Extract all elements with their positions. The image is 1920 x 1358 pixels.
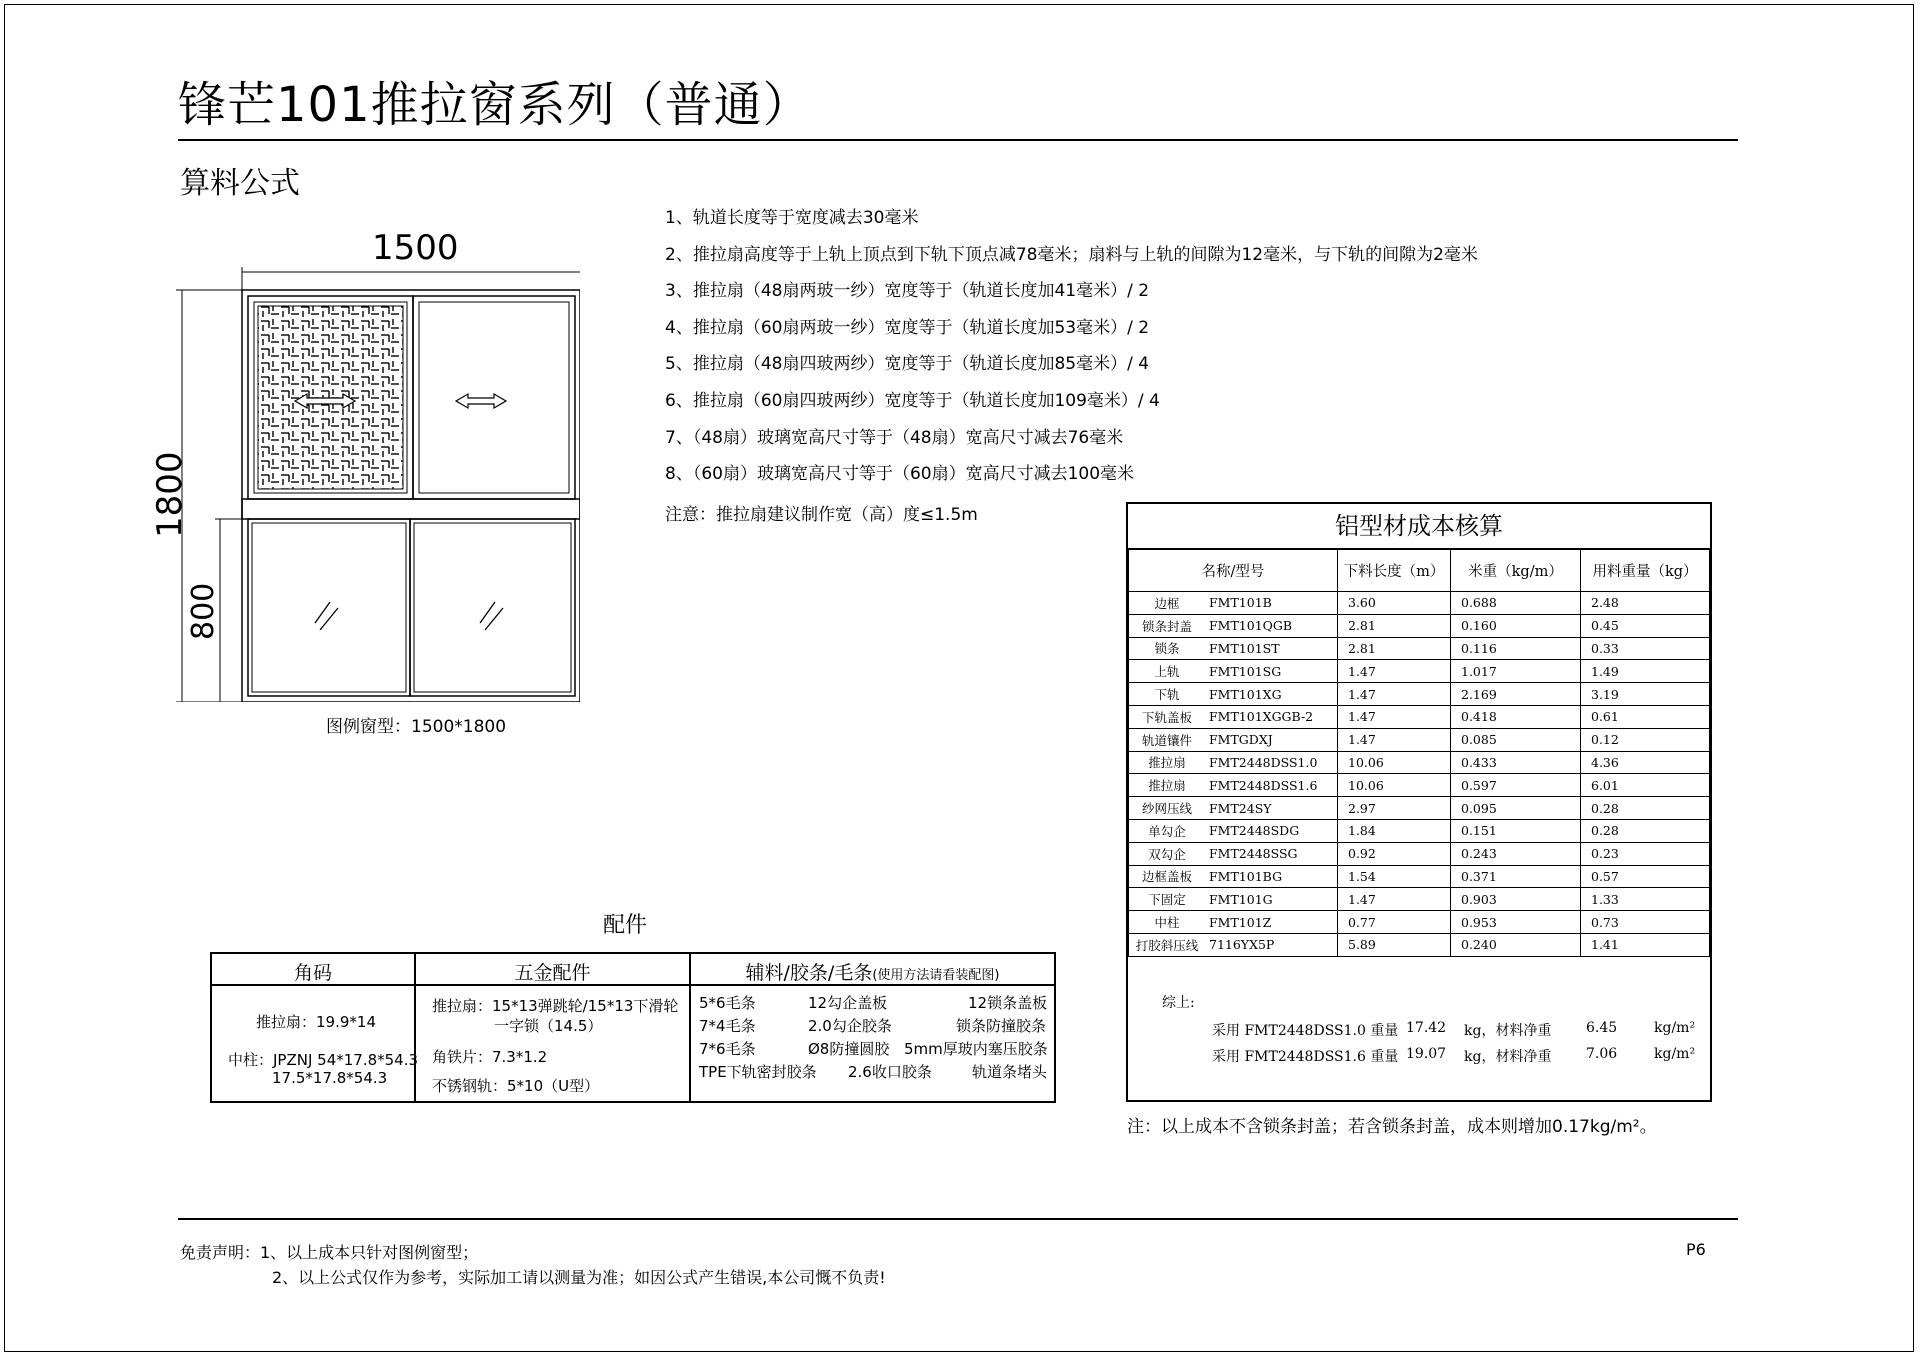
material-model: FMT101G	[1205, 888, 1338, 911]
disclaimer-line: 免责声明：1、以上成本只针对图例窗型；	[180, 1243, 479, 1262]
material-model: FMTGDXJ	[1205, 728, 1338, 751]
formula-item: 1、轨道长度等于宽度减去30毫米	[665, 208, 919, 228]
material-name: 锁条	[1129, 637, 1206, 660]
fixed-glass-inner	[252, 523, 406, 692]
cost-row	[1129, 705, 1710, 728]
material-weight: 0.57	[1581, 865, 1710, 888]
material-model: FMT101XG	[1205, 683, 1338, 706]
summary-unit: kg，材料净重	[1464, 1023, 1552, 1039]
aux-item: 5mm厚玻内塞压胶条	[904, 1040, 1048, 1058]
accessories-header-corner: 角码	[293, 962, 332, 984]
cost-row	[1129, 683, 1710, 706]
page-number: P6	[1686, 1240, 1706, 1259]
material-model: FMT101B	[1205, 592, 1338, 615]
material-model: FMT101Z	[1205, 911, 1338, 934]
aux-item: 轨道条堵头	[972, 1063, 1048, 1081]
cut-length: 10.06	[1338, 774, 1451, 797]
unit-weight: 0.116	[1451, 637, 1581, 660]
material-weight: 6.01	[1581, 774, 1710, 797]
unit-weight: 0.433	[1451, 751, 1581, 774]
unit-weight: 0.953	[1451, 911, 1581, 934]
page-title: 锋芒101推拉窗系列（普通）	[178, 77, 812, 133]
material-model: 7116YX5P	[1205, 933, 1338, 956]
cost-row	[1129, 637, 1710, 660]
summary-prefix: 采用 FMT2448DSS1.6 重量	[1212, 1049, 1399, 1065]
aux-item: 锁条防撞胶条	[956, 1017, 1047, 1035]
material-model: FMT101SG	[1205, 660, 1338, 683]
material-name: 锁条封盖	[1129, 614, 1206, 637]
aux-item: 2.0勾企胶条	[808, 1017, 892, 1035]
cut-length: 3.60	[1338, 592, 1451, 615]
cut-length: 0.77	[1338, 911, 1451, 934]
footer-divider	[178, 1218, 1738, 1220]
unit-weight: 2.169	[1451, 683, 1581, 706]
cost-header-weight: 用料重量（kg）	[1581, 549, 1710, 592]
unit-weight: 0.371	[1451, 865, 1581, 888]
accessories-title: 配件	[603, 913, 648, 938]
cost-row	[1129, 865, 1710, 888]
material-name: 轨道镶件	[1129, 728, 1206, 751]
formula-item: 8、（60扇）玻璃宽高尺寸等于（60扇）宽高尺寸减去100毫米	[665, 464, 1135, 485]
cut-length: 1.47	[1338, 728, 1451, 751]
material-model: FMT101ST	[1205, 637, 1338, 660]
material-name: 下轨	[1129, 683, 1206, 706]
material-weight: 0.73	[1581, 911, 1710, 934]
cost-row	[1129, 660, 1710, 683]
material-name: 打胶斜压线	[1129, 933, 1206, 956]
aux-item: 5*6毛条	[699, 994, 756, 1012]
material-weight: 1.49	[1581, 660, 1710, 683]
material-name: 上轨	[1129, 660, 1206, 683]
summary-label: 综上:	[1162, 995, 1195, 1011]
cut-length: 1.47	[1338, 660, 1451, 683]
cost-table-body	[1129, 592, 1710, 957]
cut-length: 0.92	[1338, 842, 1451, 865]
material-weight: 2.48	[1581, 592, 1710, 615]
summary-net: 6.45	[1586, 1020, 1618, 1036]
formula-item: 5、推拉扇（48扇四玻两纱）宽度等于（轨道长度加85毫米）/ 4	[665, 354, 1150, 375]
cut-length: 1.47	[1338, 683, 1451, 706]
material-weight: 4.36	[1581, 751, 1710, 774]
cost-table	[1126, 502, 1712, 1102]
cost-grid	[1128, 548, 1710, 957]
material-name: 推拉扇	[1129, 751, 1206, 774]
material-name: 单勾企	[1129, 819, 1206, 842]
material-name: 推拉扇	[1129, 774, 1206, 797]
hardware-item: 不锈钢轨：5*10（U型）	[432, 1077, 600, 1095]
height-dimension-label: 1800	[150, 451, 190, 538]
unit-weight: 0.085	[1451, 728, 1581, 751]
material-model: FMT2448DSS1.0	[1205, 751, 1338, 774]
cost-header-length: 下料长度（m）	[1338, 549, 1451, 592]
unit-weight: 0.418	[1451, 705, 1581, 728]
unit-weight: 0.903	[1451, 888, 1581, 911]
cost-row	[1129, 888, 1710, 911]
formula-item: 6、推拉扇（60扇四玻两纱）宽度等于（轨道长度加109毫米）/ 4	[665, 390, 1160, 411]
cut-length: 2.81	[1338, 614, 1451, 637]
cost-row	[1129, 933, 1710, 956]
cut-length: 1.54	[1338, 865, 1451, 888]
material-name: 下轨盖板	[1129, 705, 1206, 728]
disclaimer	[180, 1240, 886, 1290]
fixed-glass-inner	[414, 523, 571, 692]
accessories-header-aux	[691, 958, 1054, 985]
material-model: FMT2448DSS1.6	[1205, 774, 1338, 797]
aux-item: Ø8防撞圆胶	[808, 1040, 890, 1058]
formula-item: 3、推拉扇（48扇两玻一纱）宽度等于（轨道长度加41毫米）/ 2	[665, 281, 1150, 302]
window-drawing	[160, 262, 580, 702]
material-weight: 3.19	[1581, 683, 1710, 706]
material-model: FMT101QGB	[1205, 614, 1338, 637]
cost-row	[1129, 614, 1710, 637]
material-model: FMT101BG	[1205, 865, 1338, 888]
material-name: 纱网压线	[1129, 797, 1206, 820]
material-weight: 0.28	[1581, 797, 1710, 820]
material-name: 双勾企	[1129, 842, 1206, 865]
accessories-header-hardware: 五金配件	[514, 962, 591, 984]
hardware-item: 一字锁（14.5）	[494, 1017, 603, 1035]
unit-weight: 1.017	[1451, 660, 1581, 683]
fixed-glass-frame	[248, 519, 410, 696]
accessories-table	[210, 952, 1056, 1103]
cost-header-unit-weight: 米重（kg/m）	[1451, 549, 1581, 592]
material-name: 中柱	[1129, 911, 1206, 934]
material-name: 下固定	[1129, 888, 1206, 911]
cut-length: 1.84	[1338, 819, 1451, 842]
cut-length: 2.97	[1338, 797, 1451, 820]
formula-item: 4、推拉扇（60扇两玻一纱）宽度等于（轨道长度加53毫米）/ 2	[665, 317, 1150, 338]
aux-item: 7*6毛条	[699, 1040, 756, 1058]
material-weight: 1.41	[1581, 933, 1710, 956]
material-weight: 1.33	[1581, 888, 1710, 911]
cut-length: 1.47	[1338, 888, 1451, 911]
cost-table-title: 铝型材成本核算	[1335, 512, 1503, 540]
formula-item: 7、（48扇）玻璃宽高尺寸等于（48扇）宽高尺寸减去76毫米	[665, 427, 1124, 448]
aux-item: 12锁条盖板	[968, 994, 1048, 1012]
corner-code-mullion: 中柱：JPZNJ 54*17.8*54.3	[228, 1051, 419, 1069]
title-divider	[178, 139, 1738, 141]
unit-weight: 0.160	[1451, 614, 1581, 637]
disclaimer-line: 2、以上公式仅作为参考，实际加工请以测量为准；如因公式产生错误,本公司慨不负责!	[272, 1268, 886, 1287]
width-dimension-label: 1500	[372, 228, 459, 268]
cut-length: 10.06	[1338, 751, 1451, 774]
unit-weight: 0.243	[1451, 842, 1581, 865]
accessories-header-aux-hint: (使用方法请看装配图)	[872, 968, 1000, 983]
cost-row	[1129, 842, 1710, 865]
summary-net: 7.06	[1586, 1046, 1618, 1062]
material-weight: 0.23	[1581, 842, 1710, 865]
cost-row	[1129, 751, 1710, 774]
cost-row	[1129, 911, 1710, 934]
material-model: FMT24SY	[1205, 797, 1338, 820]
lower-height-label: 800	[186, 582, 221, 640]
section-title: 算料公式	[180, 166, 300, 201]
unit-weight: 0.095	[1451, 797, 1581, 820]
slide-arrow-icon	[456, 394, 506, 408]
corner-code-sash: 推拉扇：19.9*14	[256, 1013, 376, 1031]
unit-weight: 0.240	[1451, 933, 1581, 956]
cost-row	[1129, 592, 1710, 615]
unit-weight: 0.597	[1451, 774, 1581, 797]
aux-item: 7*4毛条	[699, 1017, 756, 1035]
summary-unit: kg/m²	[1654, 1046, 1696, 1062]
material-weight: 0.45	[1581, 614, 1710, 637]
hardware-item: 推拉扇：15*13弹跳轮/15*13下滑轮	[432, 997, 679, 1015]
material-model: FMT2448SDG	[1205, 819, 1338, 842]
cost-note: 注：以上成本不含锁条封盖；若含锁条封盖，成本则增加0.17kg/m²。	[1127, 1117, 1657, 1137]
material-weight: 0.61	[1581, 705, 1710, 728]
summary-weight: 17.42	[1406, 1020, 1447, 1036]
material-name: 边框	[1129, 592, 1206, 615]
summary-weight: 19.07	[1406, 1046, 1447, 1062]
unit-weight: 0.151	[1451, 819, 1581, 842]
cut-length: 1.47	[1338, 705, 1451, 728]
material-model: FMT2448SSG	[1205, 842, 1338, 865]
formula-note: 注意：推拉扇建议制作宽（高）度≤1.5m	[665, 505, 978, 525]
hardware-item: 角铁片：7.3*1.2	[432, 1048, 548, 1066]
material-weight: 0.28	[1581, 819, 1710, 842]
summary-unit: kg，材料净重	[1464, 1049, 1552, 1065]
material-model: FMT101XGGB-2	[1205, 705, 1338, 728]
summary-unit: kg/m²	[1654, 1020, 1696, 1036]
summary-prefix: 采用 FMT2448DSS1.0 重量	[1212, 1023, 1399, 1039]
cost-row	[1129, 797, 1710, 820]
material-name: 边框盖板	[1129, 865, 1206, 888]
aux-item: TPE下轨密封胶条	[699, 1063, 817, 1081]
drawing-caption: 图例窗型：1500*1800	[326, 717, 507, 737]
aux-item: 12勾企盖板	[808, 994, 888, 1012]
cut-length: 2.81	[1338, 637, 1451, 660]
cut-length: 5.89	[1338, 933, 1451, 956]
cost-row	[1129, 774, 1710, 797]
fixed-glass-frame	[410, 519, 575, 696]
cost-header-name: 名称/型号	[1129, 549, 1338, 592]
cost-row	[1129, 728, 1710, 751]
formula-item: 2、推拉扇高度等于上轨上顶点到下轨下顶点减78毫米；扇料与上轨的间隙为12毫米，与下轨的间隙为2毫米	[665, 244, 1478, 265]
cost-row	[1129, 819, 1710, 842]
unit-weight: 0.688	[1451, 592, 1581, 615]
material-weight: 0.33	[1581, 637, 1710, 660]
material-weight: 0.12	[1581, 728, 1710, 751]
corner-code-mullion-2: 17.5*17.8*54.3	[272, 1069, 388, 1087]
window-middle-rail	[242, 499, 580, 519]
accessories-header-aux-label: 辅料/胶条/毛条	[745, 962, 873, 984]
formula-list	[665, 200, 1478, 493]
aux-item: 2.6收口胶条	[848, 1063, 932, 1081]
